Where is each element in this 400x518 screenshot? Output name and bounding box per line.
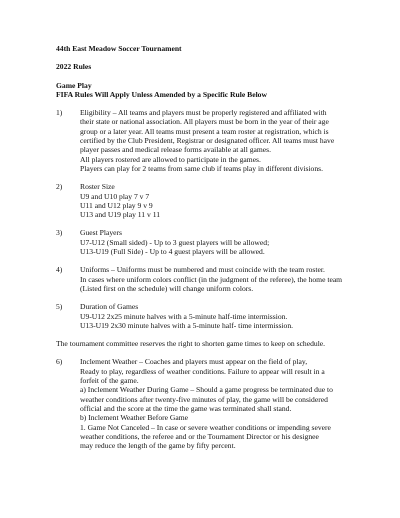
rule-line: Inclement Weather – Coaches and players must appear on the field of play,	[80, 357, 308, 367]
rule-item	[56, 228, 380, 256]
rule-line: All players rostered are allowed to participate in the games.	[80, 154, 261, 164]
rule-line: group or a later year. All teams must present a team roster at registration, which is	[80, 126, 329, 136]
rule-line: Duration of Games	[80, 302, 139, 312]
rule-number: 4)	[56, 265, 63, 275]
rule-number: 5)	[56, 302, 63, 312]
rule-line: (Listed first on the schedule) will change uniform colors.	[80, 283, 254, 293]
document-subtitle: 2022 Rules	[56, 62, 92, 72]
section-heading: Game Play	[56, 80, 92, 90]
rule-item-6	[56, 357, 380, 450]
rule-item	[56, 302, 380, 330]
rule-line: weather conditions after twenty-five minutes of play, the game will be considered	[80, 394, 328, 404]
rule-item	[56, 357, 380, 450]
rules-list	[56, 108, 380, 339]
rule-line: may reduce the length of the game by fifty percent.	[80, 441, 236, 451]
rule-line: U13 and U19 play 11 v 11	[80, 210, 161, 220]
rule-item	[56, 108, 380, 173]
rule-line: their state or national association. All players must be born in the year of their age	[80, 117, 329, 127]
rule-line: In cases where uniform colors conflict (in the judgment of the referee), the home team	[80, 274, 343, 284]
rule-item	[56, 265, 380, 293]
rule-line: a) Inclement Weather During Game – Should a game progress be terminated due to	[80, 385, 333, 395]
rule-number: 3)	[56, 228, 63, 238]
rule-line: Eligibility – All teams and players must be properly registered and affiliated with	[80, 108, 327, 118]
rule-line: player passes and medical release forms available at all games.	[80, 145, 272, 155]
rule-line: U7-U12 (Small sided) - Up to 3 guest players will be allowed;	[80, 237, 270, 247]
rule-line: Players can play for 2 teams from same club if teams play in different divisions.	[80, 163, 324, 173]
rule-line: U9 and U10 play 7 v 7	[80, 191, 150, 201]
rule-number: 6)	[56, 357, 63, 367]
rule-line: b) Inclement Weather Before Game	[80, 413, 189, 423]
rule-line: certified by the Club President, Registrar or designated officer. All teams must have	[80, 136, 335, 146]
rule-line: forfeit of the game.	[80, 376, 139, 386]
rule-line: U13-U19 (Full Side) - Up to 4 guest players will be allowed.	[80, 247, 265, 257]
rule-line: Roster Size	[80, 182, 115, 192]
document-title: 44th East Meadow Soccer Tournament	[56, 44, 182, 53]
rule-line: U13-U19 2x30 minute halves with a 5-minute half- time intermission.	[80, 320, 294, 330]
rule-number: 1)	[56, 108, 63, 118]
section-subheading: FIFA Rules Will Apply Unless Amended by a Specific Rule Below	[56, 89, 267, 99]
rule-line: Uniforms – Uniforms must be numbered and must coincide with the team roster.	[80, 265, 325, 275]
rule-line: official and the score at the time the game was terminated shall stand.	[80, 403, 292, 413]
rule-line: weather conditions, the referee and or the Tournament Director or his designee	[80, 431, 319, 441]
rule-item	[56, 182, 380, 219]
rule-line: Ready to play, regardless of weather conditions. Failure to appear will result in a	[80, 366, 325, 376]
rule-line: U11 and U12 play 9 v 9	[80, 200, 153, 210]
rule-line: U9-U12 2x25 minute halves with a 5-minute half-time intermission.	[80, 311, 288, 321]
rule-line: Guest Players	[80, 228, 122, 238]
rule-line: 1. Game Not Canceled – In case or severe weather conditions or impending severe	[80, 422, 331, 432]
schedule-note: The tournament committee reserves the right to shorten game times to keep on schedule.	[56, 339, 326, 349]
rule-number: 2)	[56, 182, 63, 192]
